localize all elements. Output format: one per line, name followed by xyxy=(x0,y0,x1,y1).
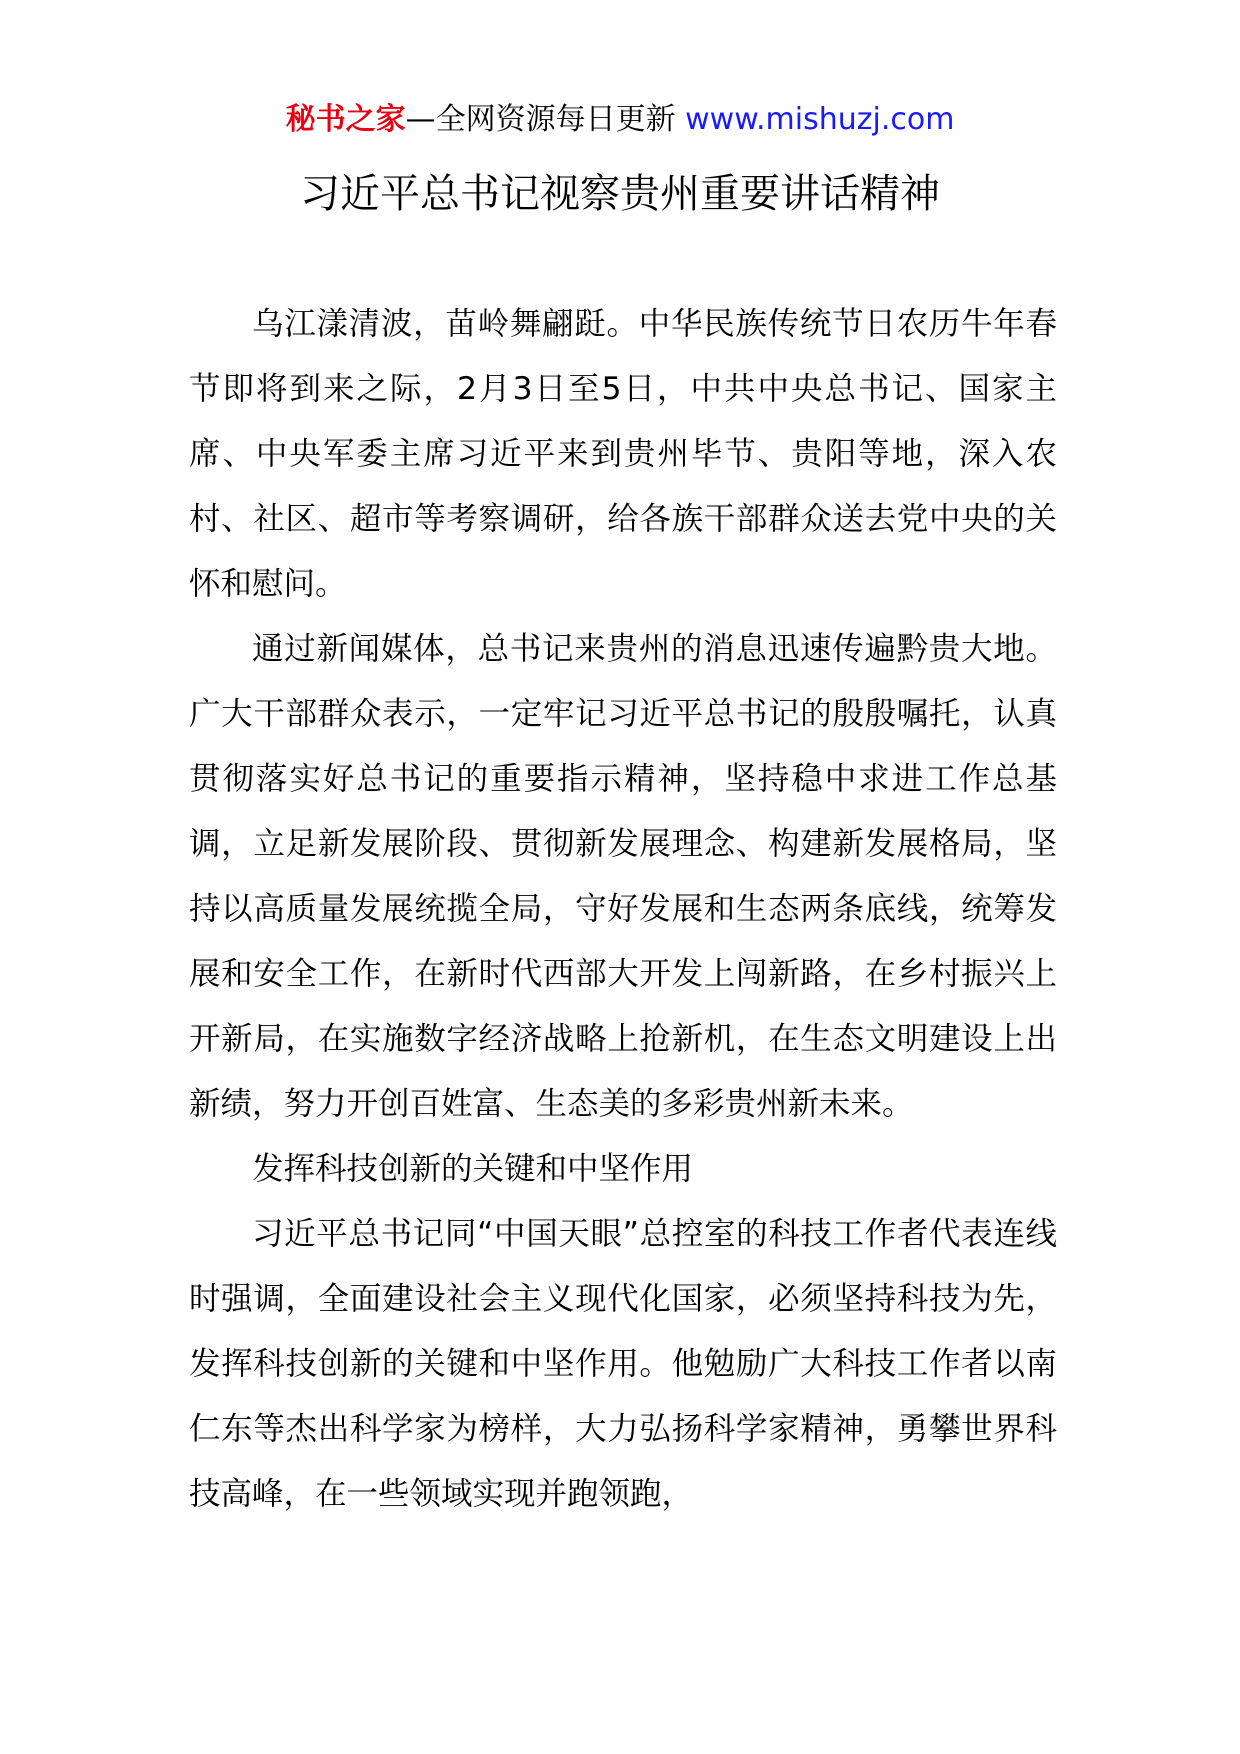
brand-name: 秘书之家 xyxy=(285,102,406,137)
section-subheading: 发挥科技创新的关键和中坚作用 xyxy=(252,1151,694,1187)
paragraph-2: 通过新闻媒体，总书记来贵州的消息迅速传遍黔贵大地。广大干部群众表示，一定牢记习近平总书记的殷殷嘱托，认真贯彻落实好总书记的重要指示精神，坚持稳中求进工作总基调，立足新发展阶段、贯彻新发展理念、构建新发展格局，坚持以高质量发展统揽全局，守好发展和生态两条底线，统筹发展和安全工作，在新时代西部大开发上闯新路，在乡村振兴上开新局，在实施数字经济战略上抢新机，在生态文明建设上出新绩，努力开创百姓富、生态美的多彩贵州新未来。 xyxy=(189,631,1057,1122)
document-title: 习近平总书记视察贵州重要讲话精神 xyxy=(300,171,940,217)
document-body xyxy=(189,292,1057,1527)
paragraph-3: 习近平总书记同“中国天眼”总控室的科技工作者代表连线时强调，全面建设社会主义现代化国家，必须坚持科技为先，发挥科技创新的关键和中坚作用。他勉励广大科技工作者以南仁东等杰出科学家为榜样，大力弘扬科学家精神，勇攀世界科技高峰，在一些领域实现并跑领跑， xyxy=(189,1216,1057,1512)
paragraph-1: 乌江漾清波，苗岭舞翩跹。中华民族传统节日农历牛年春节即将到来之际，2月3日至5日，中共中央总书记、国家主席、中央军委主席习近平来到贵州毕节、贵阳等地，深入农村、社区、超市等考察调研，给各族干部群众送去党中央的关怀和慰问。 xyxy=(189,306,1057,602)
site-url-link[interactable]: www.mishuzj.com xyxy=(685,102,955,137)
site-header xyxy=(0,100,1240,140)
site-tagline: —全网资源每日更新 xyxy=(405,102,686,137)
